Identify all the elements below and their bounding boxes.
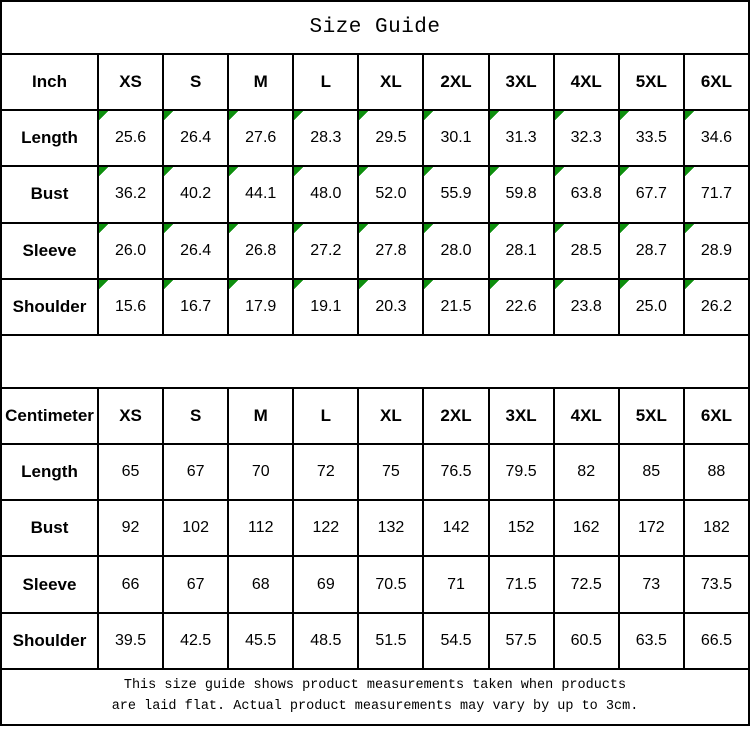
size-value: 17.9 [245, 297, 277, 315]
size-value-cell [98, 556, 163, 612]
size-value-cell [423, 279, 488, 335]
unit-header-centimeter: Centimeter [1, 388, 98, 444]
size-value-cell [423, 500, 488, 556]
size-value: 48.0 [310, 185, 342, 203]
title-row [1, 1, 749, 54]
size-value: 65 [121, 463, 140, 481]
size-value-cell [358, 166, 423, 222]
column-header-3xl: 3XL [489, 54, 554, 110]
column-header-xl: XL [358, 54, 423, 110]
green-corner-marker-icon [359, 167, 368, 176]
size-value-cell [489, 110, 554, 166]
size-value-cell [684, 110, 749, 166]
inch-row-sleeve [1, 223, 749, 279]
size-value: 26.2 [700, 297, 732, 315]
row-label-length: Length [1, 110, 98, 166]
column-header-m: M [228, 54, 293, 110]
size-value: 51.5 [375, 631, 407, 649]
size-value: 63.5 [635, 631, 667, 649]
size-value: 142 [442, 519, 470, 537]
size-value-cell [358, 556, 423, 612]
size-value-cell [163, 556, 228, 612]
size-value-cell [98, 279, 163, 335]
green-corner-marker-icon [555, 167, 564, 176]
column-header-xl: XL [358, 388, 423, 444]
green-corner-marker-icon [164, 224, 173, 233]
size-value-cell [423, 444, 488, 500]
inch-row-length [1, 110, 749, 166]
size-value-cell [423, 223, 488, 279]
size-value: 27.2 [310, 241, 342, 259]
green-corner-marker-icon [685, 224, 694, 233]
green-corner-marker-icon [294, 280, 303, 289]
spacer-row [1, 335, 749, 388]
row-label-sleeve: Sleeve [1, 223, 98, 279]
size-value: 45.5 [245, 631, 277, 649]
size-value-cell [163, 500, 228, 556]
size-value: 28.0 [440, 241, 472, 259]
centimeter-row-sleeve [1, 556, 749, 612]
green-corner-marker-icon [490, 280, 499, 289]
size-value: 32.3 [570, 129, 602, 147]
size-value: 68 [251, 575, 270, 593]
size-value: 67 [186, 463, 205, 481]
green-corner-marker-icon [164, 280, 173, 289]
size-value: 92 [121, 519, 140, 537]
size-value-cell [228, 444, 293, 500]
unit-header-inch: Inch [1, 54, 98, 110]
size-value-cell [163, 223, 228, 279]
green-corner-marker-icon [490, 111, 499, 120]
green-corner-marker-icon [229, 224, 238, 233]
size-value: 152 [507, 519, 535, 537]
green-corner-marker-icon [359, 111, 368, 120]
size-value-cell [554, 613, 619, 669]
centimeter-row-bust [1, 500, 749, 556]
size-value: 55.9 [440, 185, 472, 203]
spacer-cell [1, 335, 749, 388]
size-value: 30.1 [440, 129, 472, 147]
green-corner-marker-icon [424, 111, 433, 120]
row-label-sleeve: Sleeve [1, 556, 98, 612]
size-value-cell [358, 110, 423, 166]
size-value-cell [489, 556, 554, 612]
green-corner-marker-icon [685, 167, 694, 176]
size-value: 71.5 [505, 575, 537, 593]
size-value-cell [163, 279, 228, 335]
size-value-cell [293, 556, 358, 612]
size-value: 66.5 [700, 631, 732, 649]
column-header-s: S [163, 388, 228, 444]
row-label-shoulder: Shoulder [1, 613, 98, 669]
green-corner-marker-icon [229, 280, 238, 289]
size-value: 27.6 [245, 129, 277, 147]
header-row-inch [1, 54, 749, 110]
size-value: 26.0 [114, 241, 147, 259]
size-value-cell [619, 279, 684, 335]
size-value-cell [489, 223, 554, 279]
size-value-cell [98, 613, 163, 669]
footer-note [1, 669, 749, 725]
size-value-cell [98, 223, 163, 279]
size-value-cell [293, 279, 358, 335]
size-value: 67 [186, 575, 205, 593]
size-value: 52.0 [375, 185, 407, 203]
size-value-cell [684, 279, 749, 335]
green-corner-marker-icon [620, 111, 629, 120]
green-corner-marker-icon [424, 280, 433, 289]
size-value: 20.3 [375, 297, 407, 315]
green-corner-marker-icon [294, 167, 303, 176]
size-value-cell [489, 500, 554, 556]
size-value: 26.8 [245, 241, 277, 259]
size-value-cell [423, 166, 488, 222]
footer-note-line2: are laid flat. Actual product measurements may vary by up to 3cm. [111, 698, 639, 714]
column-header-6xl: 6XL [684, 54, 749, 110]
size-value: 25.0 [635, 297, 667, 315]
size-value: 26.4 [180, 241, 212, 259]
size-value: 27.8 [375, 241, 407, 259]
size-value-cell [228, 110, 293, 166]
green-corner-marker-icon [620, 224, 629, 233]
column-header-5xl: 5XL [619, 54, 684, 110]
size-value-cell [228, 613, 293, 669]
size-value-cell [423, 613, 488, 669]
size-value-cell [228, 279, 293, 335]
centimeter-row-shoulder [1, 613, 749, 669]
size-value-cell [228, 166, 293, 222]
column-header-4xl: 4XL [554, 388, 619, 444]
size-value-cell [619, 556, 684, 612]
size-value: 75 [382, 463, 400, 481]
size-value: 66 [121, 575, 140, 593]
size-value: 15.6 [114, 297, 147, 315]
size-value-cell [163, 110, 228, 166]
size-value: 76.5 [440, 463, 472, 481]
size-value-cell [163, 444, 228, 500]
size-value-cell [619, 166, 684, 222]
size-value: 122 [312, 519, 340, 537]
size-value: 59.8 [505, 185, 537, 203]
column-header-2xl: 2XL [423, 54, 488, 110]
size-value-cell [684, 444, 749, 500]
row-label-shoulder: Shoulder [1, 279, 98, 335]
size-value-cell [293, 613, 358, 669]
header-row-centimeter [1, 388, 749, 444]
green-corner-marker-icon [99, 224, 108, 233]
row-label-length: Length [1, 444, 98, 500]
size-value: 70 [251, 463, 270, 481]
size-value-cell [293, 166, 358, 222]
column-header-xs: XS [98, 388, 163, 444]
size-value: 42.5 [180, 631, 212, 649]
size-value-cell [489, 444, 554, 500]
size-value-cell [358, 223, 423, 279]
size-value: 34.6 [700, 129, 732, 147]
column-header-4xl: 4XL [554, 54, 619, 110]
size-value: 88 [707, 463, 726, 481]
column-header-l: L [293, 54, 358, 110]
size-value-cell [684, 500, 749, 556]
size-value: 28.7 [635, 241, 667, 259]
column-header-m: M [228, 388, 293, 444]
green-corner-marker-icon [229, 167, 238, 176]
size-value-cell [228, 500, 293, 556]
size-value-cell [163, 613, 228, 669]
column-header-xs: XS [98, 54, 163, 110]
size-value: 162 [572, 519, 600, 537]
size-value: 28.1 [505, 241, 537, 259]
size-value-cell [358, 613, 423, 669]
size-value: 72.5 [570, 575, 602, 593]
size-value: 72 [316, 463, 335, 481]
size-value: 182 [703, 519, 730, 537]
size-guide-body [1, 1, 749, 725]
inch-row-shoulder [1, 279, 749, 335]
size-value: 54.5 [440, 631, 472, 649]
footer-row [1, 669, 749, 725]
size-value-cell [619, 110, 684, 166]
green-corner-marker-icon [99, 111, 108, 120]
size-value-cell [293, 500, 358, 556]
size-value: 67.7 [635, 185, 667, 203]
green-corner-marker-icon [424, 167, 433, 176]
size-value: 172 [637, 519, 665, 537]
size-value: 39.5 [114, 631, 147, 649]
green-corner-marker-icon [229, 111, 238, 120]
green-corner-marker-icon [294, 224, 303, 233]
size-value: 60.5 [570, 631, 602, 649]
size-value-cell [619, 500, 684, 556]
size-value: 85 [642, 463, 661, 481]
green-corner-marker-icon [555, 280, 564, 289]
size-value: 21.5 [440, 297, 472, 315]
size-value: 22.6 [505, 297, 537, 315]
size-value-cell [293, 223, 358, 279]
column-header-5xl: 5XL [619, 388, 684, 444]
size-value-cell [98, 110, 163, 166]
size-value: 25.6 [114, 129, 147, 147]
size-value: 102 [182, 519, 209, 537]
row-label-bust: Bust [1, 500, 98, 556]
size-value-cell [293, 444, 358, 500]
size-value: 40.2 [180, 185, 212, 203]
size-value: 19.1 [310, 297, 342, 315]
size-value: 33.5 [635, 129, 667, 147]
column-header-2xl: 2XL [423, 388, 488, 444]
green-corner-marker-icon [555, 224, 564, 233]
size-value-cell [489, 613, 554, 669]
green-corner-marker-icon [490, 167, 499, 176]
size-value: 36.2 [114, 185, 147, 203]
column-header-l: L [293, 388, 358, 444]
size-value: 63.8 [570, 185, 602, 203]
size-value: 16.7 [180, 297, 212, 315]
size-value: 73.5 [700, 575, 732, 593]
size-value-cell [423, 110, 488, 166]
size-value-cell [489, 166, 554, 222]
size-value: 26.4 [180, 129, 212, 147]
size-value-cell [163, 166, 228, 222]
size-value: 70.5 [375, 575, 407, 593]
size-value-cell [423, 556, 488, 612]
column-header-6xl: 6XL [684, 388, 749, 444]
size-value-cell [554, 556, 619, 612]
size-value-cell [554, 166, 619, 222]
green-corner-marker-icon [620, 167, 629, 176]
size-value-cell [358, 444, 423, 500]
size-value-cell [554, 223, 619, 279]
size-value-cell [619, 444, 684, 500]
size-value: 132 [377, 519, 405, 537]
size-value-cell [619, 223, 684, 279]
green-corner-marker-icon [99, 167, 108, 176]
size-value-cell [684, 223, 749, 279]
size-value: 69 [316, 575, 335, 593]
size-value: 29.5 [375, 129, 407, 147]
size-value: 79.5 [505, 463, 537, 481]
size-value-cell [358, 279, 423, 335]
green-corner-marker-icon [294, 111, 303, 120]
size-value: 44.1 [245, 185, 277, 203]
size-value: 112 [247, 519, 274, 537]
size-value-cell [293, 110, 358, 166]
size-value-cell [554, 500, 619, 556]
size-value: 31.3 [505, 129, 537, 147]
green-corner-marker-icon [164, 111, 173, 120]
green-corner-marker-icon [490, 224, 499, 233]
size-value-cell [98, 166, 163, 222]
green-corner-marker-icon [99, 280, 108, 289]
size-value: 23.8 [570, 297, 602, 315]
page-title: Size Guide [1, 1, 749, 54]
green-corner-marker-icon [685, 111, 694, 120]
size-value-cell [554, 444, 619, 500]
size-value: 71.7 [700, 185, 732, 203]
centimeter-row-length [1, 444, 749, 500]
size-value-cell [489, 279, 554, 335]
green-corner-marker-icon [359, 224, 368, 233]
size-value: 57.5 [505, 631, 537, 649]
size-value: 48.5 [310, 631, 342, 649]
size-value-cell [684, 556, 749, 612]
size-value-cell [619, 613, 684, 669]
size-value: 28.9 [700, 241, 732, 259]
green-corner-marker-icon [685, 280, 694, 289]
size-value-cell [684, 166, 749, 222]
size-value: 82 [577, 463, 596, 481]
size-value-cell [684, 613, 749, 669]
size-value-cell [554, 110, 619, 166]
green-corner-marker-icon [164, 167, 173, 176]
size-value-cell [228, 556, 293, 612]
size-value-cell [98, 500, 163, 556]
size-value: 28.3 [310, 129, 342, 147]
green-corner-marker-icon [424, 224, 433, 233]
size-value-cell [554, 279, 619, 335]
column-header-3xl: 3XL [489, 388, 554, 444]
size-value-cell [358, 500, 423, 556]
footer-note-line1: This size guide shows product measurements taken when products [123, 677, 627, 693]
size-value-cell [228, 223, 293, 279]
row-label-bust: Bust [1, 166, 98, 222]
column-header-s: S [163, 54, 228, 110]
size-value: 71 [447, 575, 465, 593]
green-corner-marker-icon [555, 111, 564, 120]
inch-row-bust [1, 166, 749, 222]
size-value-cell [98, 444, 163, 500]
size-value: 28.5 [570, 241, 602, 259]
size-value: 73 [642, 575, 661, 593]
green-corner-marker-icon [620, 280, 629, 289]
green-corner-marker-icon [359, 280, 368, 289]
